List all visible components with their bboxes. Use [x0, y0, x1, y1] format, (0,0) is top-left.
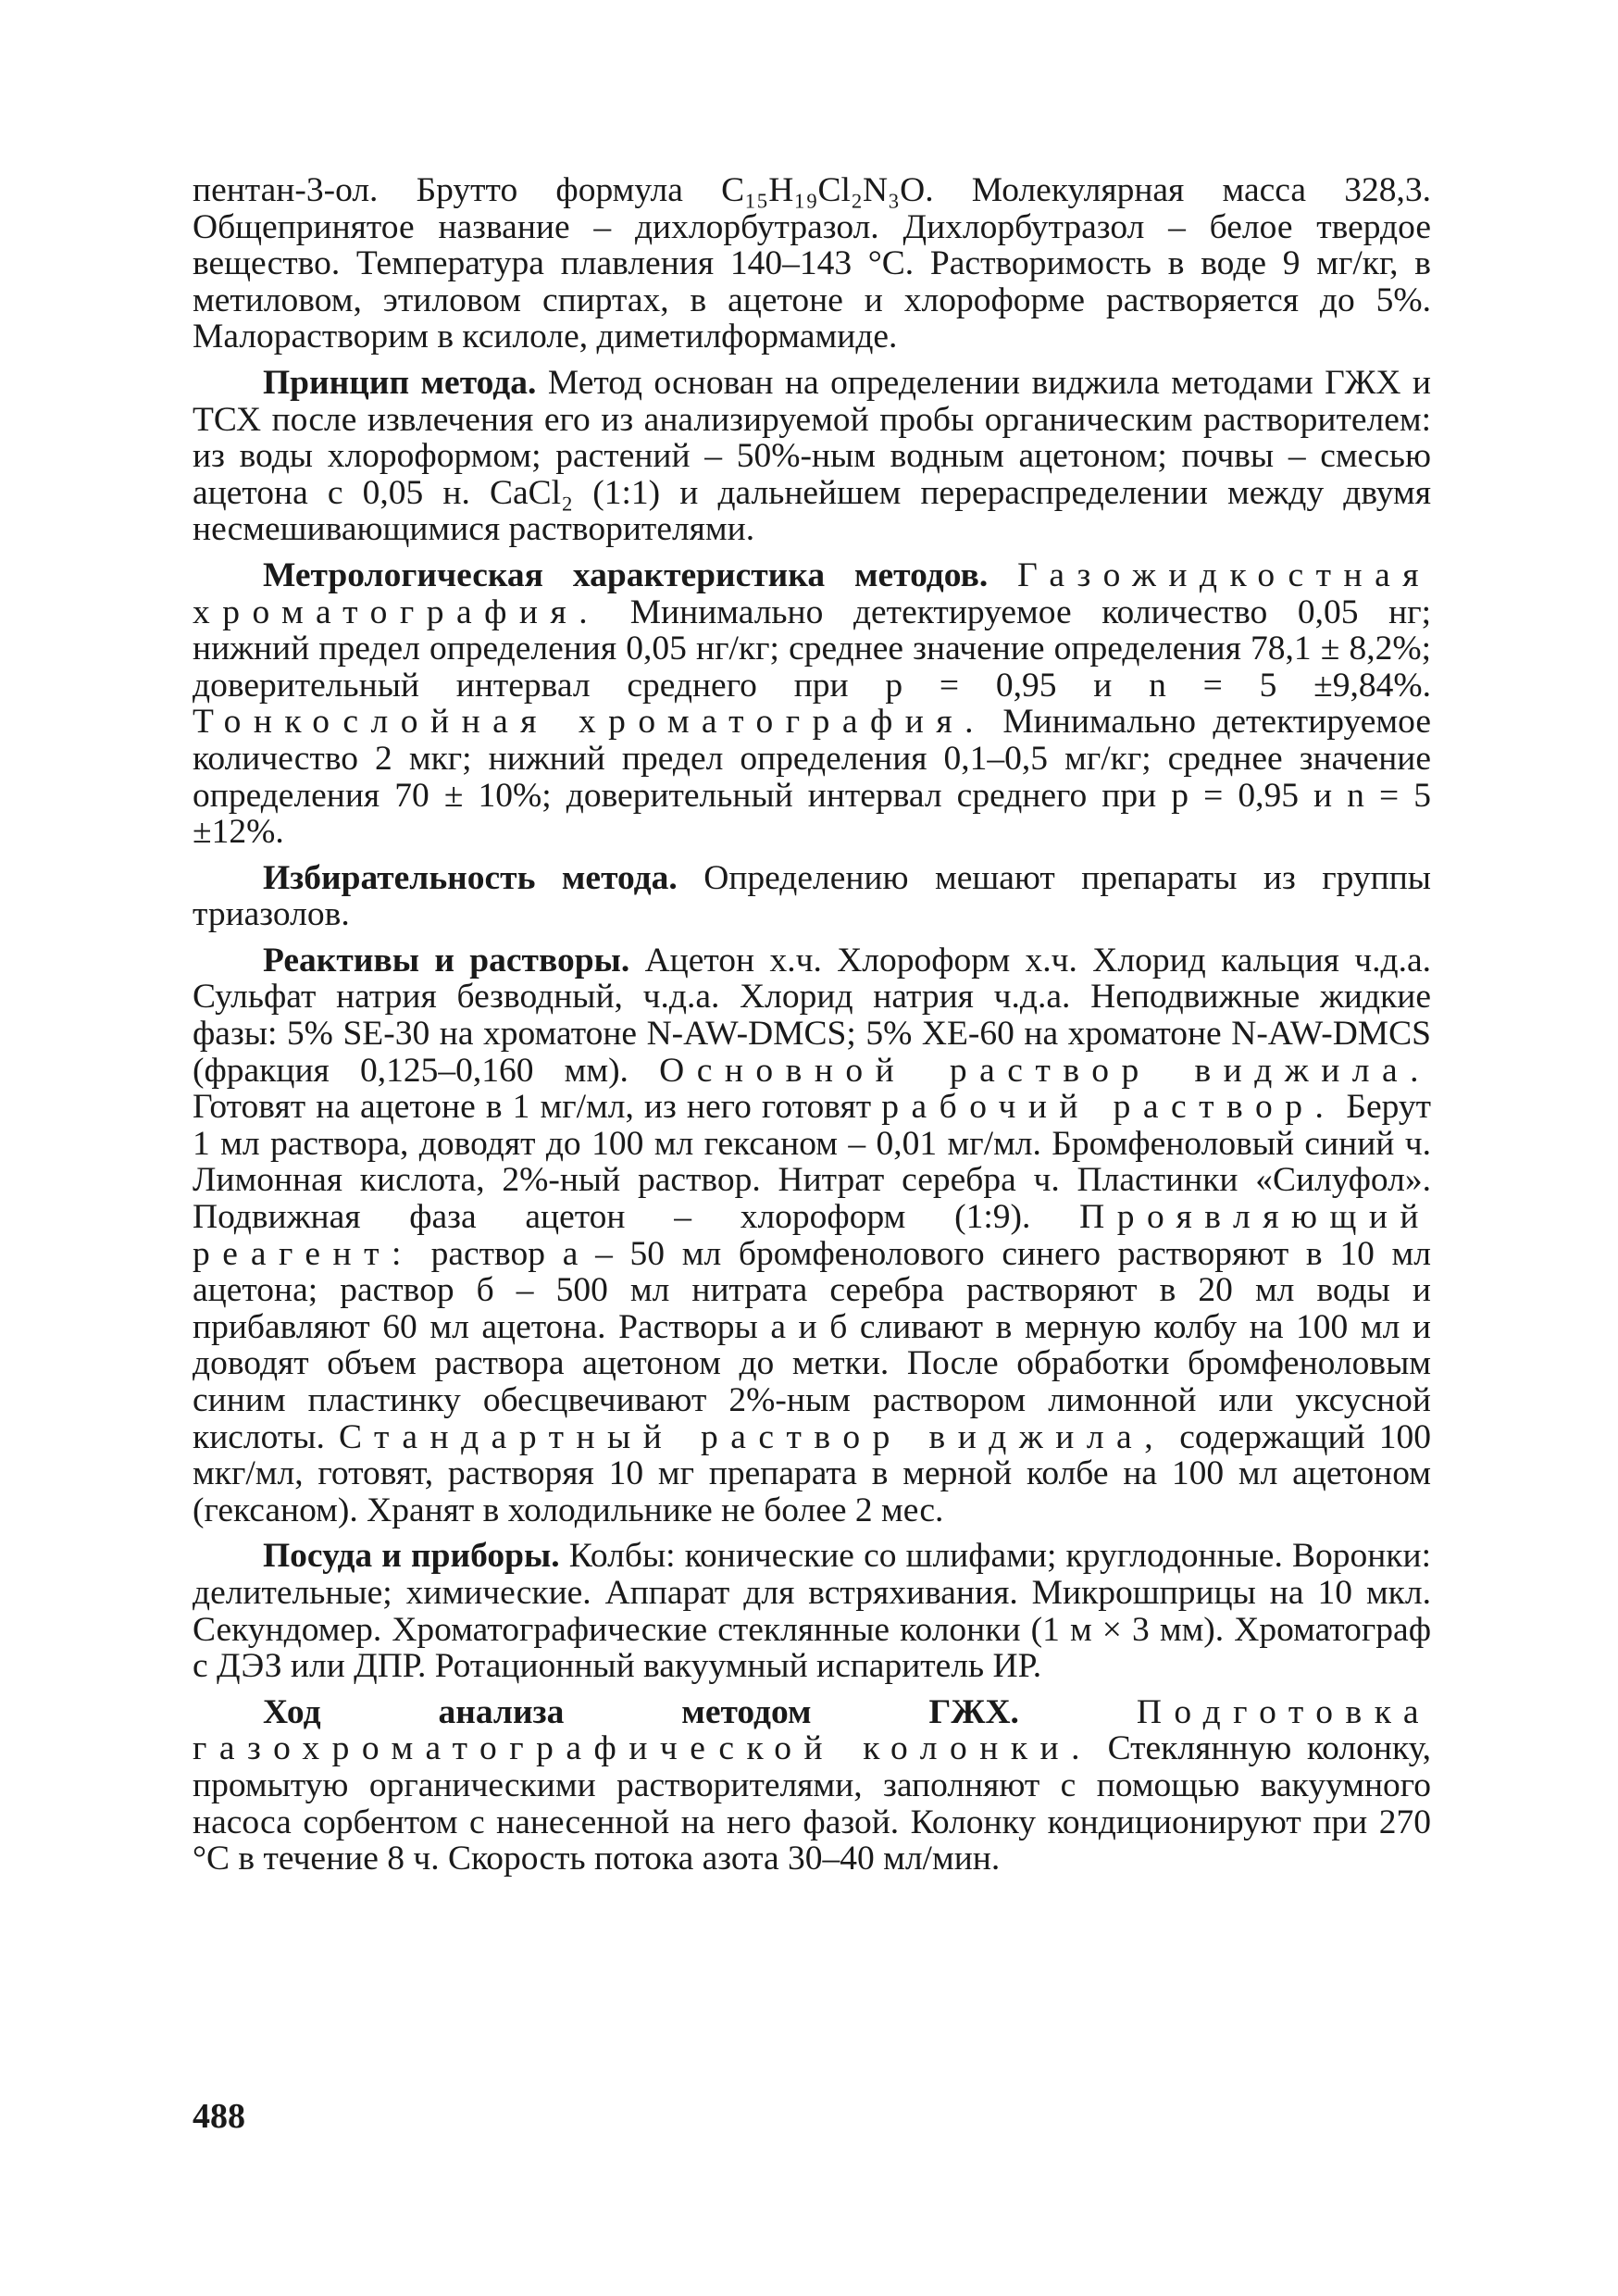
paragraph-text: Берут 1 мл раствора, доводят до 100 мл гексаном – 0,01 мг/мл. Бромфеноловый синий ч. Лимонная кислота, 2%-ный раствор. Нитрат серебра ч. Пластинки «Силуфол». Подвижная фаза ацетон – хлороформ (1:9). — [193, 1088, 1431, 1237]
spaced-term: Газожидкостная хроматография. — [193, 555, 1431, 631]
spaced-term: Проявляющий реагент: — [193, 1198, 1431, 1273]
paragraph-text: Готовят на ацетоне в 1 мг/мл, из него готовят — [193, 1088, 882, 1127]
paragraph-text: Колбы: конические со шлифами; круглодонные. Воронки: делительные; химические. Аппарат для встряхивания. Микрошприцы на 10 мкл. Секундомер. Хроматографические стеклянные колонки (1 м × 3 мм). Хроматограф с ДЭЗ или ДПР. Ротационный вакуумный испаритель ИР. — [193, 1537, 1431, 1686]
text-body — [193, 172, 1431, 1878]
paragraph-text: Минимально детектируемое количество 0,05 нг; нижний предел определения 0,05 нг/кг; среднее значение определения 78,1 ± 8,2%; доверительный интервал среднего при p = 0,95 и n = 5 ±9,84%. — [193, 593, 1431, 705]
section-heading: Реактивы и растворы. — [263, 941, 630, 980]
paragraph — [193, 860, 1431, 933]
paragraph-text: содержащий 100 мкг/мл, готовят, растворяя 10 мг препарата в мерной колбе на 100 мл ацетоном (гексаном). Хранят в холодильнике не более 2 мес. — [193, 1417, 1432, 1529]
spaced-term: Основной раствор виджила. — [659, 1051, 1432, 1090]
spaced-term: Стандартный раствор виджила, — [339, 1417, 1166, 1456]
paragraph-text — [988, 556, 1017, 594]
paragraph — [193, 1538, 1431, 1684]
section-heading: Посуда и приборы. — [263, 1537, 560, 1576]
spaced-term: рабочий раствор. — [881, 1088, 1337, 1127]
spaced-term: Тонкослойная хроматография. — [193, 703, 986, 742]
paragraph-text: Ацетон х.ч. Хлороформ х.ч. Хлорид кальция ч.д.а. Сульфат натрия безводный, ч.д.а. Хлорид натрия ч.д.а. Неподвижные жидкие фазы: 5% SE-30 на хроматоне N-AW-DMCS; 5% XE-60 на хроматоне N-AW-DMCS (фракция 0,125–0,160 мм). — [193, 941, 1431, 1090]
section-heading: Метрологическая характеристика методов. — [263, 555, 989, 594]
paragraph-text: Стеклянную колонку, промытую органическими растворителями, заполняют с помощью вакуумного насоса сорбентом с нанесенной на него фазой. Колонку кондиционируют при 270 °C в течение 8 ч. Скорость потока азота 30–40 мл/мин. — [193, 1729, 1432, 1878]
spaced-term: Подготовка газохроматографической колонки. — [193, 1692, 1431, 1768]
paragraph-text: Минимально детектируемое количество 2 мкг; нижний предел определения 0,1–0,5 мг/кг; среднее значение определения 70 ± 10%; доверительный интервал среднего при p = 0,95 и n = 5 ±12%. — [193, 703, 1431, 852]
paragraph-text: раствор а – 50 мл бромфенолового синего растворяют в 10 мл ацетона; раствор б – 500 мл нитрата серебра растворяют в 20 мл воды и прибавляют 60 мл ацетона. Растворы а и б сливают в мерную колбу на 100 мл и доводят объем раствора ацетоном до метки. После обработки бромфеноловым синим пластинку обесцвечивают 2%-ным раствором лимонной или уксусной кислоты. — [193, 1234, 1431, 1456]
paragraph — [193, 172, 1431, 356]
paragraph-text: Метод основан на определении виджила методами ГЖХ и ТСХ после извлечения его из анализируемой пробы органическим растворителем: из воды хлороформом; растений – 50%-ным водным ацетоном; почвы – смесью ацетона с 0,05 н. CaCl₂ (1:1) и дальнейшем перераспределении между двумя несмешивающимися растворителями. — [193, 363, 1431, 549]
paragraph — [193, 942, 1431, 1529]
paragraph — [193, 1694, 1431, 1878]
paragraph — [193, 365, 1431, 548]
paragraph-text: пентан-3-ол. Брутто формула C₁₅H₁₉Cl₂N₃O. Молекулярная масса 328,3. Общепринятое название – дихлорбутразол. Дихлорбутразол – белое твердое вещество. Температура плавления 140–143 °C. Растворимость в воде 9 мг/кг, в метиловом, этиловом спиртах, в ацетоне и хлороформе растворяется до 5%. Малорастворим в ксилоле, диметилформамиде. — [193, 171, 1431, 356]
section-heading: Ход анализа методом ГЖХ. — [263, 1692, 1019, 1731]
section-heading: Принцип метода. — [263, 363, 537, 402]
paragraph — [193, 557, 1431, 851]
paragraph-text — [1019, 1693, 1137, 1731]
paragraph-text: Определению мешают препараты из группы триазолов. — [193, 858, 1431, 934]
page-number: 488 — [193, 2097, 245, 2136]
section-heading: Избирательность метода. — [263, 858, 678, 897]
